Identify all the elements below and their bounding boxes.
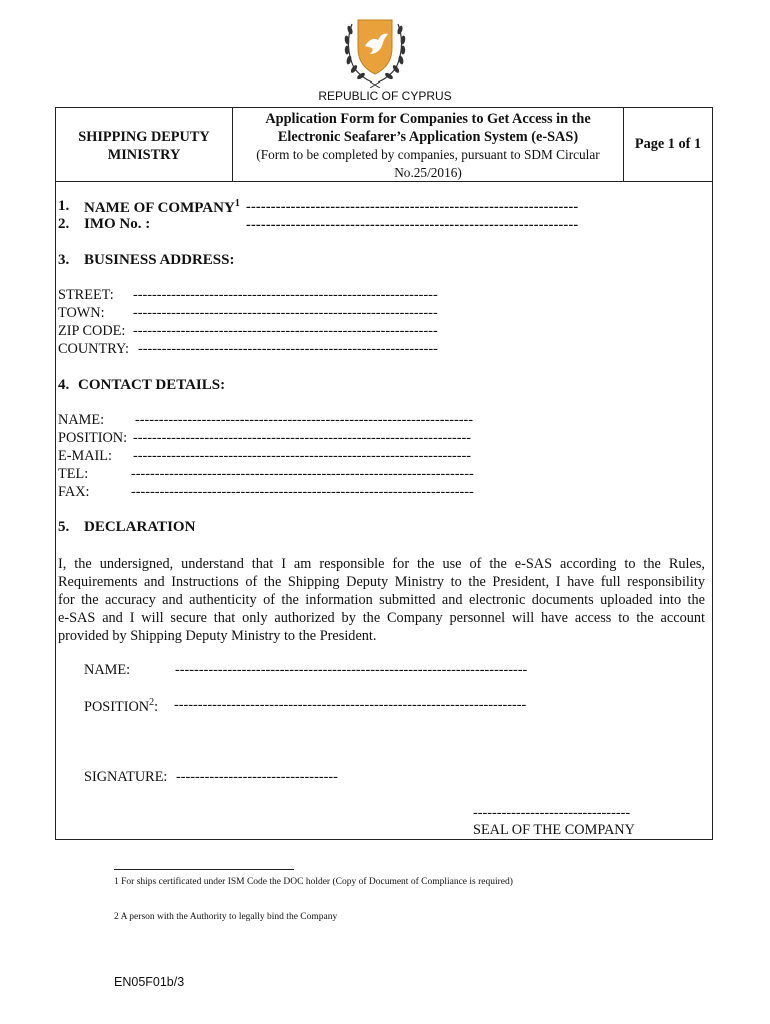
street-label: STREET: [58,287,114,303]
position-label-text: POSITION [84,698,150,715]
form-header-table [55,107,713,182]
footnote-ref-2: 2 [149,697,155,708]
town-field[interactable]: ---------------------------------------------------------------- [133,305,438,321]
ministry-name-line2: MINISTRY [107,147,181,163]
form-code: EN05F01b/3 [114,975,185,989]
page-number: Page 1 of 1 [634,136,702,152]
fax-label: FAX: [58,484,90,500]
signature-field[interactable]: ---------------------------------- [176,769,338,785]
footnote-2: 2 A person with the Authority to legally bind the Company [114,912,338,922]
section-3-number: 3. [58,252,70,268]
declarant-position-field[interactable]: -------------------------------------------------------------------------- [174,697,527,713]
business-address-heading: BUSINESS ADDRESS: [84,252,235,268]
declaration-line: e-SAS and I will secure that only authorized by the Company personnel will have access to the account [58,610,705,626]
declarant-name-field[interactable]: -------------------------------------------------------------------------- [175,662,528,678]
town-label: TOWN: [58,305,105,321]
footnote-divider [114,869,294,870]
seal-label: SEAL OF THE COMPANY [473,822,635,838]
tel-field[interactable]: ------------------------------------------------------------------------ [131,466,474,482]
fax-field[interactable]: ------------------------------------------------------------------------ [131,484,474,500]
contact-name-label: NAME: [58,412,105,428]
imo-number-label: IMO No. : [84,216,151,232]
zip-code-field[interactable]: ---------------------------------------------------------------- [133,323,438,339]
section-4-number: 4. [58,377,70,393]
contact-name-field[interactable]: ----------------------------------------------------------------------- [135,412,474,428]
form-title-line1: Application Form for Companies to Get Access in the [265,111,591,127]
section-2-number: 2. [58,216,70,232]
tel-label: TEL: [58,466,89,482]
position-label-colon: : [154,698,159,715]
signature-label: SIGNATURE: [84,769,168,785]
street-field[interactable]: ---------------------------------------------------------------- [133,287,438,303]
title-cell [233,108,624,181]
declarant-name-label: NAME: [84,662,131,678]
form-title-line2: Electronic Seafarer’s Application System (e-SAS) [277,128,579,145]
company-name-label: NAME OF COMPANY [84,200,235,216]
country-name: REPUBLIC OF CYPRUS [318,89,452,103]
ministry-name-line1: SHIPPING DEPUTY [78,129,210,145]
page-number-cell [624,108,712,181]
declaration-line: Requirements and Instructions of the Shipping Deputy Ministry to the President, I have full responsibility [58,574,705,590]
form-body-frame [55,181,713,840]
country-label: COUNTRY: [58,341,129,357]
footnote-ref-1: 1 [234,198,240,209]
section-1-number: 1. [58,198,70,214]
declarant-position-label [84,697,158,716]
country-field[interactable]: --------------------------------------------------------------- [138,341,438,357]
email-label: E-MAIL: [58,448,112,464]
declaration-line: provided by Shipping Deputy Ministry to the President. [58,628,377,644]
section-1-label [84,198,240,217]
declaration-heading: DECLARATION [84,519,196,535]
contact-details-heading: CONTACT DETAILS: [78,377,226,393]
declaration-text [58,555,705,645]
footnote-1: 1 For ships certificated under ISM Code the DOC holder (Copy of Document of Compliance is required) [114,877,513,887]
contact-position-field[interactable]: ----------------------------------------------------------------------- [133,430,472,446]
form-subtitle-line2: No.25/2016) [394,164,462,180]
declaration-line: I, the undersigned, understand that I am responsible for the use of the e-SAS according to the Rules, [58,556,705,572]
form-subtitle-line1: (Form to be completed by companies, pursuant to SDM Circular [256,147,600,162]
section-5-number: 5. [58,519,70,535]
company-name-field[interactable]: ------------------------------------------------------------------- [246,199,579,215]
contact-position-label: POSITION: [58,430,128,446]
ministry-cell [56,108,233,181]
seal-field[interactable]: --------------------------------- [473,805,631,821]
email-field[interactable]: ----------------------------------------------------------------------- [133,448,472,464]
zip-code-label: ZIP CODE: [58,323,126,339]
declaration-line: for the accuracy and authenticity of the information submitted and electronic documents uploaded into the [58,592,705,608]
imo-number-field[interactable]: ------------------------------------------------------------------- [246,217,579,233]
cyprus-coat-of-arms-emblem [338,14,412,88]
